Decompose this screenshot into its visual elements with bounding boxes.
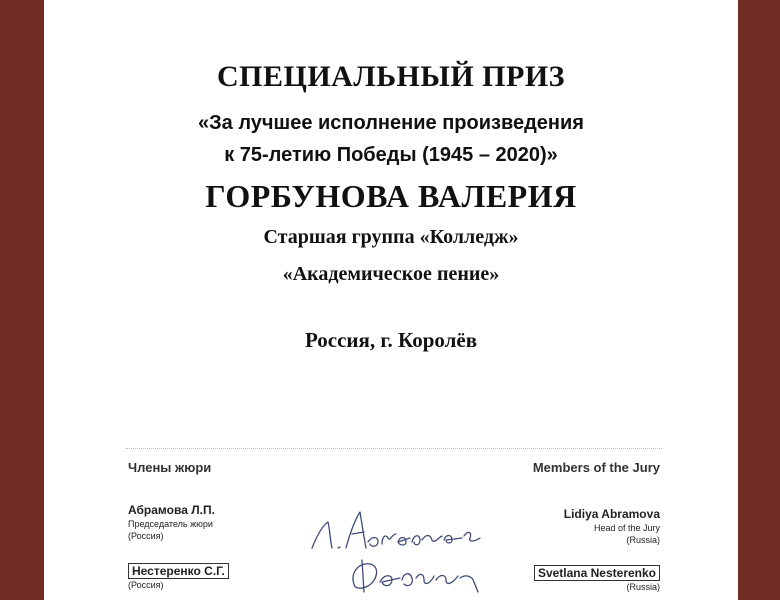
jury-member-ru xyxy=(128,563,229,591)
category-label: «Академическое пение» xyxy=(282,263,500,285)
jury-member-en xyxy=(534,565,660,593)
jury-heading-en: Members of the Jury xyxy=(532,460,660,475)
signature-nesterenko xyxy=(340,548,500,600)
member-name-ru: Абрамова Л.П. xyxy=(128,503,215,517)
jury-member-ru xyxy=(128,503,215,542)
member-name-en: Svetlana Nesterenko xyxy=(534,565,660,581)
member-country-en: (Russia) xyxy=(626,582,660,592)
jury-member-en xyxy=(564,507,660,546)
member-name-en: Lidiya Abramova xyxy=(563,507,660,521)
jury-heading-ru: Члены жюри xyxy=(128,460,212,475)
group-label: Старшая группа «Колледж» xyxy=(263,226,519,248)
member-country-en: (Russia) xyxy=(626,535,660,545)
member-country-ru: (Россия) xyxy=(128,580,164,590)
member-country-ru: (Россия) xyxy=(128,531,164,541)
certificate-title: СПЕЦИАЛЬНЫЙ ПРИЗ xyxy=(217,60,565,93)
member-role-ru: Председатель жюри xyxy=(128,519,213,529)
nomination-line-1: «За лучшее исполнение произведения xyxy=(198,112,584,134)
member-role-en: Head of the Jury xyxy=(593,523,660,533)
member-name-ru: Нестеренко С.Г. xyxy=(128,563,229,579)
recipient-name: ГОРБУНОВА ВАЛЕРИЯ xyxy=(205,178,577,214)
location-label: Россия, г. Королёв xyxy=(304,328,478,352)
nomination-line-2: к 75-летию Победы (1945 – 2020)» xyxy=(224,144,558,166)
jury-divider xyxy=(126,448,662,449)
certificate-sheet xyxy=(44,0,738,600)
